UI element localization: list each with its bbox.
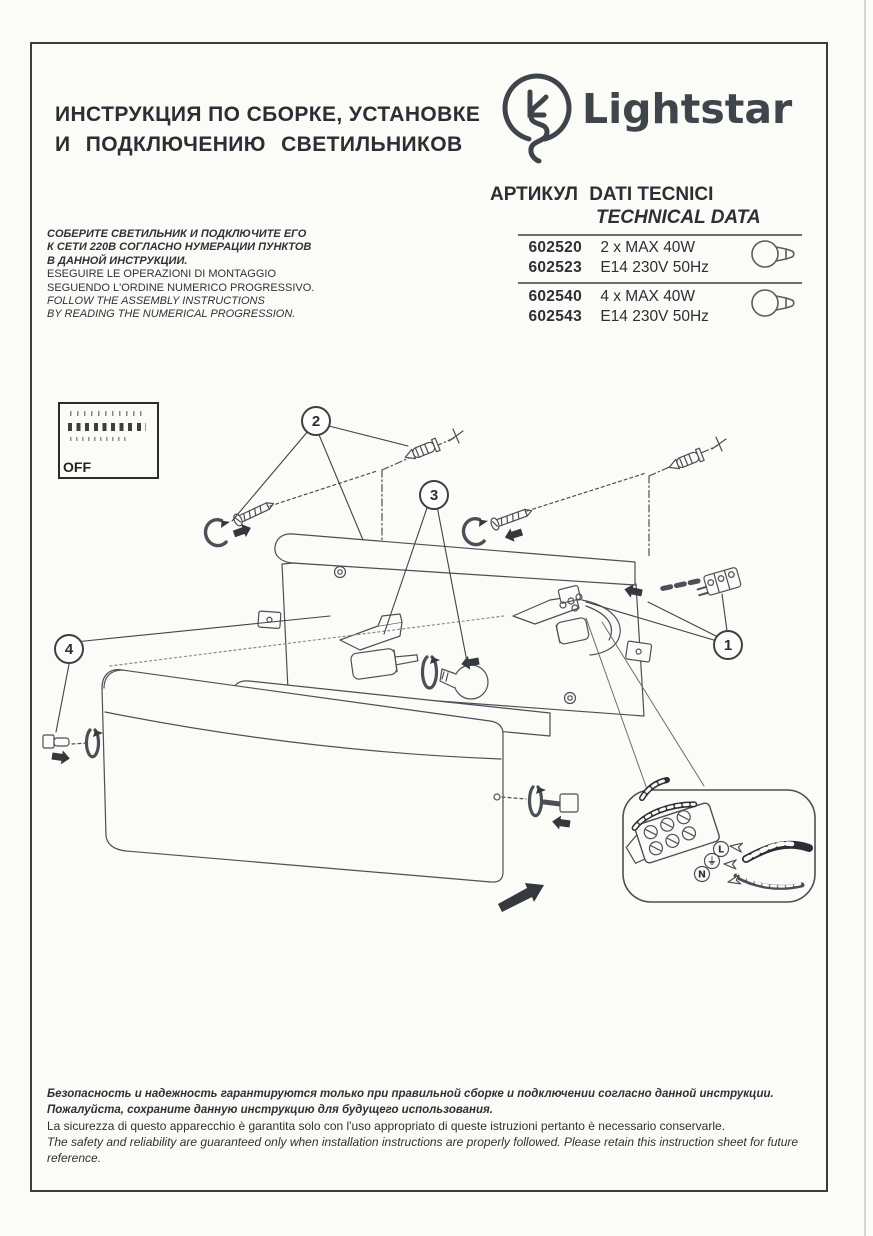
wall-anchor: [403, 438, 440, 463]
spec-value: E14 230V 50Hz: [600, 308, 709, 325]
rotate-arrow-icon: [203, 517, 234, 548]
article-code: 602543: [528, 308, 582, 325]
spec-value: 2 x MAX 40W: [600, 239, 696, 256]
article-code: 602540: [528, 288, 582, 305]
mounting-screw: [489, 505, 533, 531]
callout-number: 4: [64, 640, 74, 658]
safety-footer: [47, 1086, 807, 1166]
screw-axis: [270, 471, 377, 506]
callout-step-1: [713, 630, 743, 660]
article-code: 602523: [528, 259, 582, 276]
shade-screw-left: [43, 730, 103, 765]
header-en: TECHNICAL DATA: [596, 207, 761, 228]
rotate-arrow-icon: [461, 516, 492, 547]
screw-axis: [527, 473, 646, 511]
off-label: OFF: [63, 459, 91, 475]
header-ru: АРТИКУЛ: [490, 184, 578, 205]
terminal-earth-label: ⏚: [707, 856, 717, 868]
callout-number: 2: [311, 412, 321, 430]
wall-anchor: [667, 448, 704, 473]
article-code: 602520: [528, 239, 582, 256]
footer-ru-1: Безопасность и надежность гарантируются только при правильной сборке и подключении согласно данной инструкции.: [47, 1088, 774, 1100]
callout-step-4: [54, 634, 84, 664]
note-ru-2: К СЕТИ 220В СОГЛАСНО НУМЕРАЦИИ ПУНКТОВ: [47, 241, 312, 254]
callout-number: 3: [429, 486, 439, 504]
spec-value: E14 230V 50Hz: [600, 259, 709, 276]
shade-screw: [502, 787, 578, 831]
header-it: DATI TECNICI: [589, 184, 714, 205]
lightstar-bulb-icon: [494, 62, 824, 178]
scan-artifact-line: [864, 0, 866, 1236]
brand-name: Lightstar: [582, 85, 793, 133]
callout-step-2: [301, 406, 331, 436]
assembly-note: [47, 228, 347, 322]
brand-logo: [494, 62, 824, 178]
spec-value: 4 x MAX 40W: [600, 288, 696, 305]
note-it-1: ESEGUIRE LE OPERAZIONI DI MONTAGGIO: [47, 268, 276, 281]
note-it-2: SEGUENDO L'ORDINE NUMERICO PROGRESSIVO.: [47, 281, 315, 294]
bulb-icon: [748, 285, 802, 321]
note-en-1: FOLLOW THE ASSEMBLY INSTRUCTIONS: [47, 295, 265, 308]
page-title: [55, 100, 495, 160]
wall-mark-x: [449, 429, 726, 451]
technical-data-header: [490, 184, 812, 206]
slide-arrow-icon: [498, 883, 544, 912]
table-rule-2: [518, 282, 802, 284]
callout-number: 1: [723, 636, 733, 654]
footer-it: La sicurezza di questo apparecchio è garantita solo con l'uso appropriato di queste istruzioni pertanto è necessario conservarle.: [47, 1119, 726, 1133]
note-en-2: BY READING THE NUMERICAL PROGRESSION.: [47, 308, 296, 321]
wiring-detail-box: [619, 780, 815, 902]
terminal-block: [695, 567, 742, 598]
title-line-1: ИНСТРУКЦИЯ ПО СБОРКЕ, УСТАНОВКЕ: [55, 103, 481, 126]
bulb-icon: [748, 236, 802, 272]
callout-step-3: [419, 480, 449, 510]
terminal-neutral-label: N: [698, 869, 706, 881]
drive-arrow-icon: [503, 525, 524, 544]
terminal-live-label: L: [717, 844, 725, 856]
footer-ru-2: Пожалуйста, сохраните данную инструкцию для будущего использования.: [47, 1104, 493, 1116]
footer-en: The safety and reliability are guaranteed only when installation instructions are properly followed. Please retain this instruction sheet for future reference.: [47, 1135, 799, 1165]
note-ru-1: СОБЕРИТЕ СВЕТИЛЬНИК И ПОДКЛЮЧИТЕ ЕГО: [47, 228, 307, 240]
note-ru-3: В ДАННОЙ ИНСТРУКЦИИ.: [47, 254, 188, 267]
technical-data: [490, 184, 812, 325]
title-line-2: И ПОДКЛЮЧЕНИЮ СВЕТИЛЬНИКОВ: [55, 133, 463, 156]
